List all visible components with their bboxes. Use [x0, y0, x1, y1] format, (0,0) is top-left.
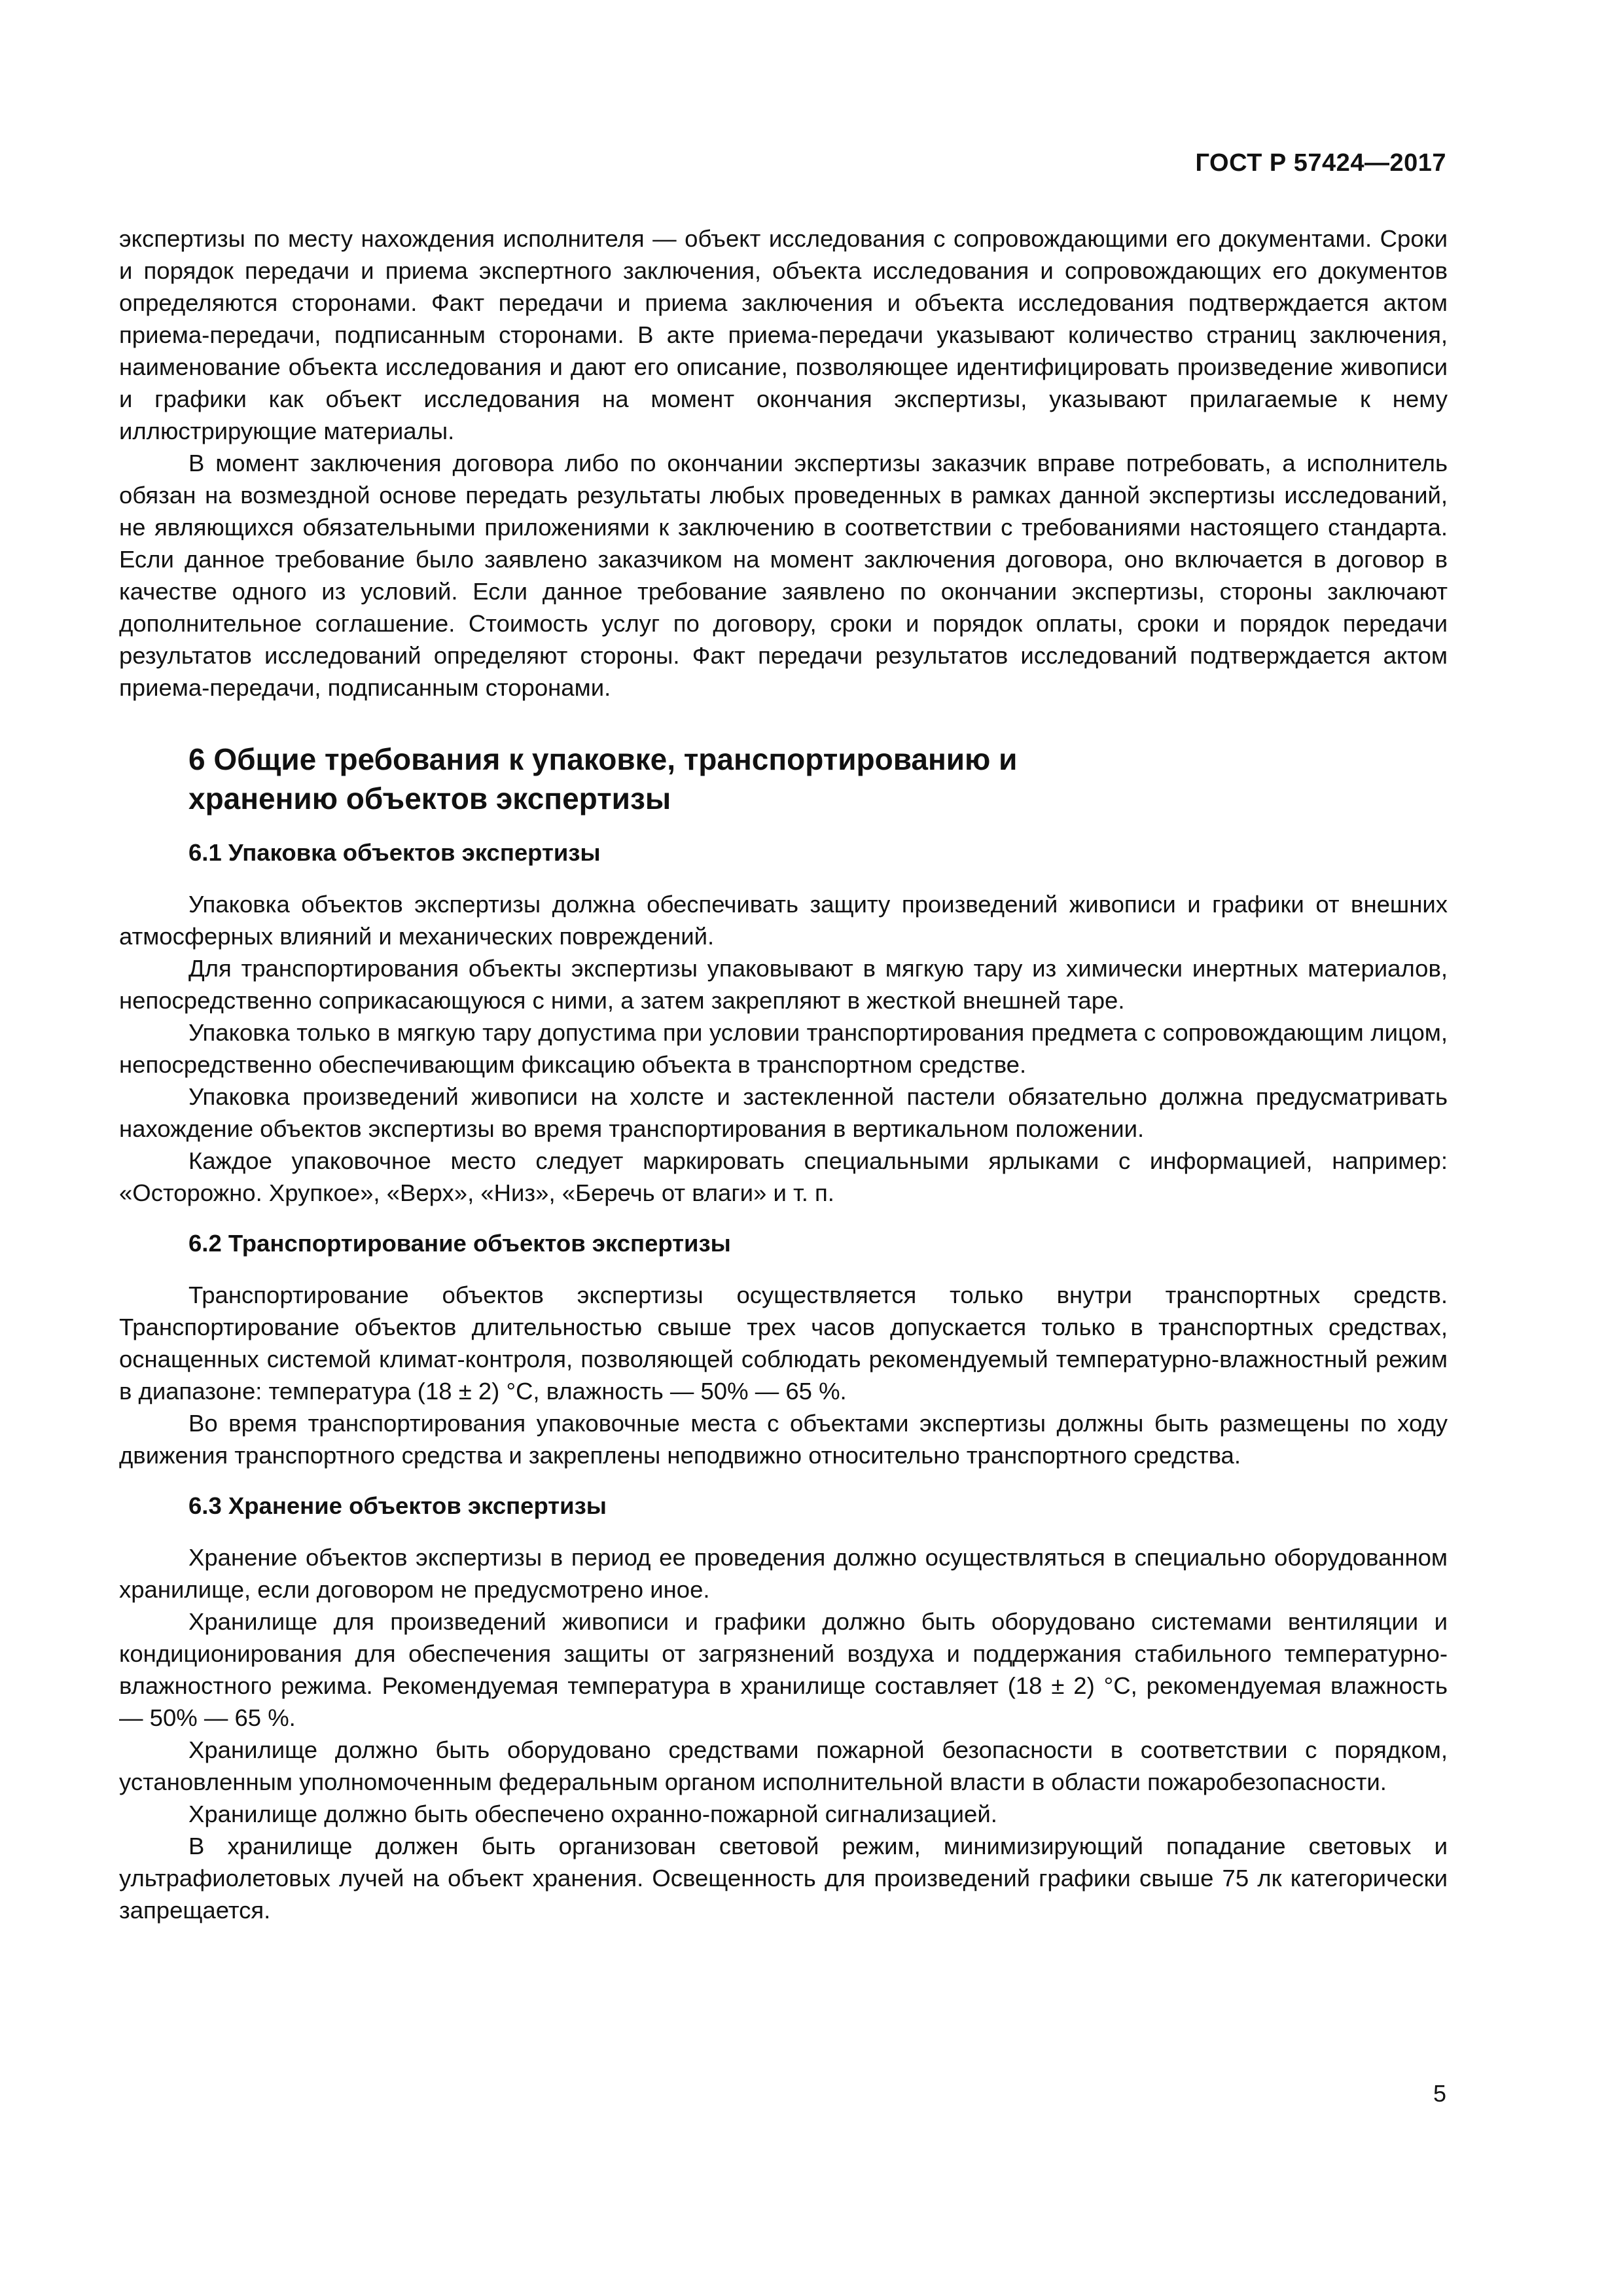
- paragraph-6-1-4: Упаковка произведений живописи на холсте и застекленной пастели обязательно должна предусматривать нахождение объектов экспертизы во время транспортирования в вертикальном положении.: [119, 1083, 1448, 1142]
- intro-paragraph-2: В момент заключения договора либо по окончании экспертизы заказчик вправе потребовать, а исполнитель обязан на возмездной основе передать результаты любых проведенных в рамках данной экспертизы исследований, не являющихся обязательными приложениями к заключению в соответствии с требованиями настоящего стандарта. Если данное требование было заявлено заказчиком на момент заключения договора, оно включается в договор в качестве одного из условий. Если данное требование заявлено по окончании экспертизы, стороны заключают дополнительное соглашение. Стоимость услуг по договору, сроки и порядок оплаты, сроки и порядок передачи результатов исследований определяют стороны. Факт передачи результатов исследований подтверждается актом приема-передачи, подписанным сторонами.: [119, 450, 1448, 701]
- paragraph-6-1-3: Упаковка только в мягкую тару допустима при условии транспортирования предмета с сопровождающим лицом, непосредственно обеспечивающим фиксацию объекта в транспортном средстве.: [119, 1019, 1448, 1078]
- standard-id-header: ГОСТ Р 57424—2017: [1195, 149, 1446, 177]
- subsection-6-1-heading: 6.1 Упаковка объектов экспертизы: [188, 839, 601, 866]
- section-6-heading: 6 Общие требования к упаковке, транспортированию и хранению объектов экспертизы: [188, 742, 1018, 816]
- subsection-6-3-heading: 6.3 Хранение объектов экспертизы: [188, 1492, 607, 1519]
- intro-paragraph-1: экспертизы по месту нахождения исполнителя — объект исследования с сопровождающими его документами. Сроки и порядок передачи и приема экспертного заключения, объекта исследования и сопровождающих его документов определяются сторонами. Факт передачи и приема заключения и объекта исследования подтверждается актом приема-передачи, подписанным сторонами. В акте приема-передачи указывают количество страниц заключения, наименование объекта исследования и дают его описание, позволяющее идентифицировать произведение живописи и графики как объект исследования на момент окончания экспертизы, указывают прилагаемые к нему иллюстрирующие материалы.: [119, 225, 1448, 444]
- paragraph-6-2-2: Во время транспортирования упаковочные места с объектами экспертизы должны быть размещены по ходу движения транспортного средства и закреплены неподвижно относительно транспортного средства.: [119, 1410, 1448, 1469]
- page-number: 5: [1433, 2080, 1446, 2107]
- paragraph-6-1-5: Каждое упаковочное место следует маркировать специальными ярлыками с информацией, например: «Осторожно. Хрупкое», «Верх», «Низ», «Беречь от влаги» и т. п.: [119, 1147, 1448, 1206]
- document-body: [119, 223, 1448, 1926]
- paragraph-6-3-5: В хранилище должен быть организован световой режим, минимизирующий попадание световых и ультрафиолетовых лучей на объект хранения. Освещенность для произведений графики свыше 75 лк категорически запрещается.: [119, 1833, 1448, 1924]
- paragraph-6-3-4: Хранилище должно быть обеспечено охранно-пожарной сигнализацией.: [188, 1801, 997, 1827]
- paragraph-6-1-1: Упаковка объектов экспертизы должна обеспечивать защиту произведений живописи и графики от внешних атмосферных влияний и механических повреждений.: [119, 891, 1448, 950]
- paragraph-6-3-2: Хранилище для произведений живописи и графики должно быть оборудовано системами вентиляции и кондиционирования для обеспечения защиты от загрязнений воздуха и поддержания стабильного температурно-влажностного режима. Рекомендуемая температура в хранилище составляет (18 ± 2) °С, рекомендуемая влажность — 50% — 65 %.: [119, 1608, 1448, 1731]
- subsection-6-2-heading: 6.2 Транспортирование объектов экспертизы: [188, 1230, 731, 1257]
- paragraph-6-3-3: Хранилище должно быть оборудовано средствами пожарной безопасности в соответствии с порядком, установленным уполномоченным федеральным органом исполнительной власти в области пожаробезопасности.: [119, 1736, 1448, 1795]
- paragraph-6-1-2: Для транспортирования объекты экспертизы упаковывают в мягкую тару из химически инертных материалов, непосредственно соприкасающуюся с ними, а затем закрепляют в жесткой внешней таре.: [119, 955, 1448, 1014]
- paragraph-6-2-1: Транспортирование объектов экспертизы осуществляется только внутри транспортных средств. Транспортирование объектов длительностью свыше трех часов допускается только в транспортных средствах, оснащенных системой климат-контроля, позволяющей соблюдать рекомендуемый температурно-влажностный режим в диапазоне: температура (18 ± 2) °С, влажность — 50% — 65 %.: [119, 1282, 1448, 1405]
- paragraph-6-3-1: Хранение объектов экспертизы в период ее проведения должно осуществляться в специально оборудованном хранилище, если договором не предусмотрено иное.: [119, 1544, 1448, 1603]
